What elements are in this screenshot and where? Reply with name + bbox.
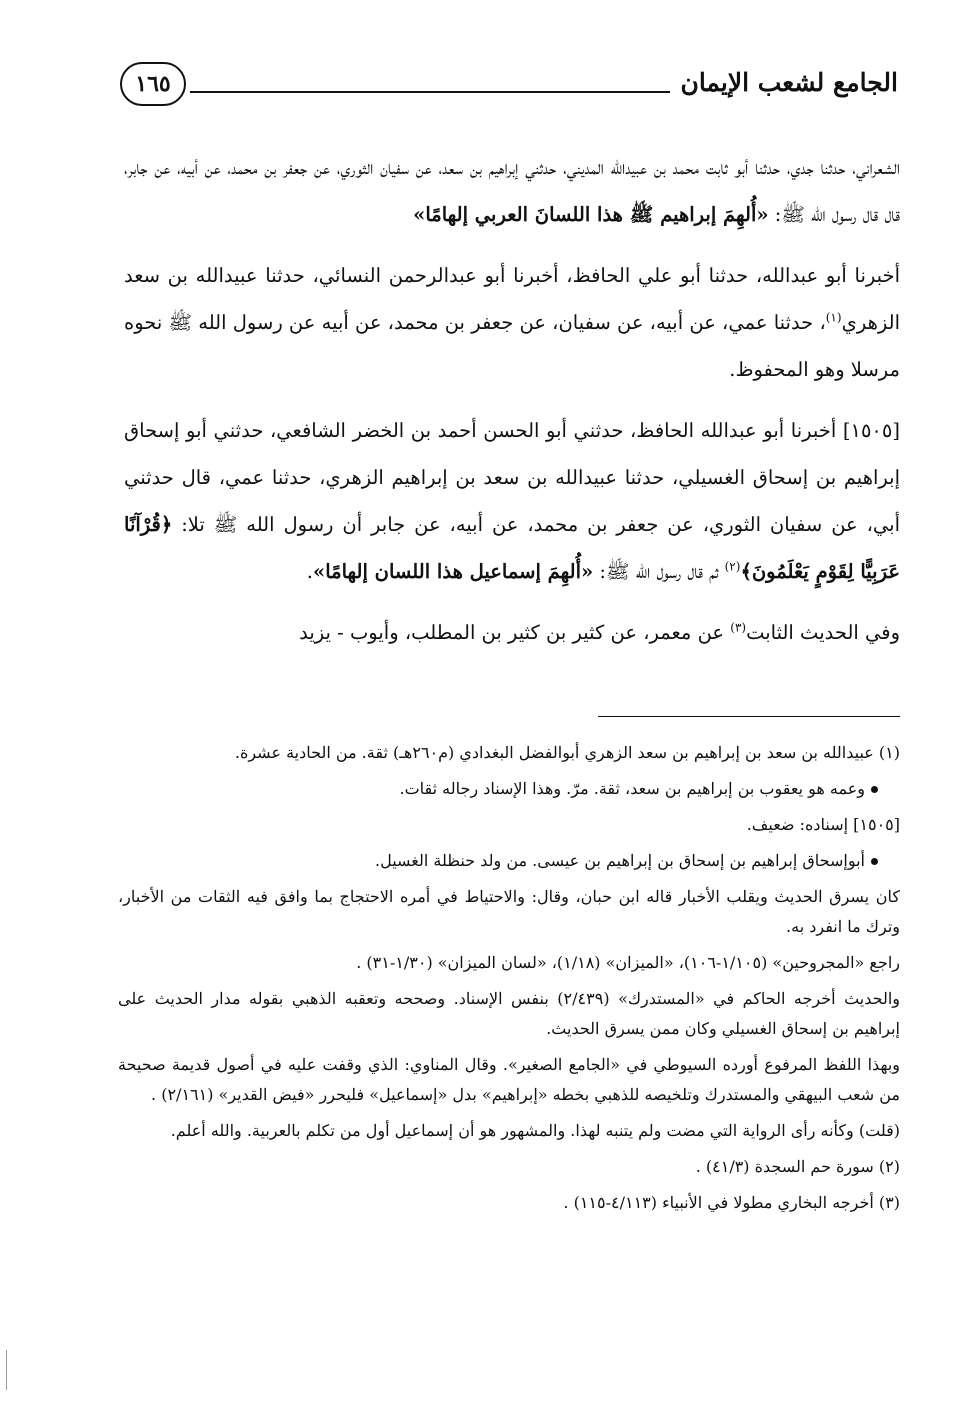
footnote-1505-editor: (قلت) وكأنه رأى الرواية التي مضت ولم يتنبه لهذا. والمشهور هو أن إسماعيل أول من تكلم بالعربية. والله أعلم. [170,1121,900,1140]
quran-verse: ﴿قُرْآنًا عَرَبِيًّا لِقَوْمٍ يَعْلَمُونَ﴾ [124,513,900,583]
footnote-separator [598,716,900,717]
footnote-1505-suyuti: وبهذا اللفظ المرفوع أورده السيوطي في «الجامع الصغير». وقال المناوي: الذي وقفت عليه في أصول قديمة صحيحة من شعب البيهقي والمستدرك وتلخيصه للذهبي بخطه «إبراهيم» بدل «إسماعيل» فليحرر «فيض القدير» (٢/١٦١) . [118,1055,900,1104]
paragraph-1 [124,144,900,238]
paragraph-4-text-a: وفي الحديث الثابت [746,621,900,644]
paragraph-1-quote: «أُلهِمَ إبراهيم ﷺ هذا اللسانَ العربي إلهامًا» [413,203,769,226]
footnote-1505-grade: [١٥٠٥] إسناده: ضعيف. [746,815,900,834]
paragraph-2 [124,252,900,393]
footnote-ref-2: (٢) [724,559,741,574]
paragraph-3 [124,407,900,595]
bullet-icon [871,786,878,793]
paragraph-1-text: الشعراني، حدثنا جدي، حدثنا أبو ثابت محمد بن عبيدالله المديني، حدثني إبراهيم بن سعد، عن سفيان الثوري، عن جعفر بن محمد، عن أبيه، عن جابر، قال قال رسول الله ﷺ: [124,156,900,226]
footnote-1-note-text: وعمه هو يعقوب بن إبراهيم بن سعد، ثقة. مرّ. وهذا الإسناد رجاله ثقات. [399,779,865,798]
footnote-ref-3: (٣) [730,620,747,635]
footnote-2: (٢) سورة حم السجدة (٤١/٣) . [695,1157,900,1176]
paragraph-3-text-b: ثم قال رسول الله ﷺ: [593,560,725,583]
paragraph-3-text-a: [١٥٠٥] أخبرنا أبو عبدالله الحافظ، حدثني أبو الحسن أحمد بن الخضر الشافعي، حدثني أبو إسحاق إبراهيم بن إسحاق الغسيلي، حدثنا عبيدالله بن سعد بن إبراهيم الزهري، حدثنا عمي، قال حدثني أبي، عن سفيان الثوري، عن جعفر بن محمد، عن أبيه، عن جابر أن رسول الله ﷺ تلا: [124,419,900,536]
paragraph-4 [124,609,900,656]
page-header [120,58,898,120]
paragraph-2-text-b: ، حدثنا عمي، عن أبيه، عن سفيان، عن جعفر بن محمد، عن أبيه عن رسول الله ﷺ نحوه مرسلا وهو المحفوظ. [124,311,900,381]
footnote-1-note [118,774,900,804]
scan-edge-mark [6,1350,7,1390]
footnote-1505-narrator [118,846,900,876]
footnote-1505-narrator-text: أبوإسحاق إبراهيم بن إسحاق بن إبراهيم بن عيسى. من ولد حنظلة الغسيل. [375,851,865,870]
footnote-1505-ibn-hibban: كان يسرق الحديث ويقلب الأخبار قاله ابن حبان، وقال: والاحتياط في أمره الاحتجاج بما وافق فيه الثقات من الأخبار، وترك ما انفرد به. [118,887,900,936]
paragraph-2-text-a: أخبرنا أبو عبدالله، حدثنا أبو علي الحافظ، أخبرنا أبو عبدالرحمن النسائي، حدثنا عبيدالله بن سعد الزهري [124,264,900,334]
footnotes [118,738,900,1224]
footnote-1505-hakim: والحديث أخرجه الحاكم في «المستدرك» (٢/٤٣٩) بنفس الإسناد. وصححه وتعقبه الذهبي بقوله مدار الحديث على إبراهيم بن إسحاق الغسيلي وكان ممن يسرق الحديث. [118,989,900,1038]
footnote-3: (٣) أخرجه البخاري مطولا في الأنبياء (٤/١١٣-١١٥) . [563,1193,900,1212]
running-title: الجامع لشعب الإيمان [680,68,898,97]
header-rule [190,91,670,93]
footnote-ref-1: (١) [825,310,842,325]
paragraph-4-text-b: عن معمر، عن كثير بن كثير بن المطلب، وأيوب - يزيد [299,621,731,644]
main-text [124,144,900,658]
footnote-1: (١) عبيدالله بن سعد بن إبراهيم بن سعد الزهري أبوالفضل البغدادي (م٢٦٠هـ) ثقة. من الحادية عشرة. [234,743,900,762]
page-number: ١٦٥ [120,62,186,106]
bullet-icon [871,858,878,865]
footnote-1505-references: راجع «المجروحين» (١/١٠٥-١٠٦)، «الميزان» (١/١٨)، «لسان الميزان» (١/٣٠-٣١) . [356,953,900,972]
paragraph-3-text-c: . [306,560,313,583]
paragraph-3-quote: «أُلهِمَ إسماعيل هذا اللسان إلهامًا» [313,560,594,583]
